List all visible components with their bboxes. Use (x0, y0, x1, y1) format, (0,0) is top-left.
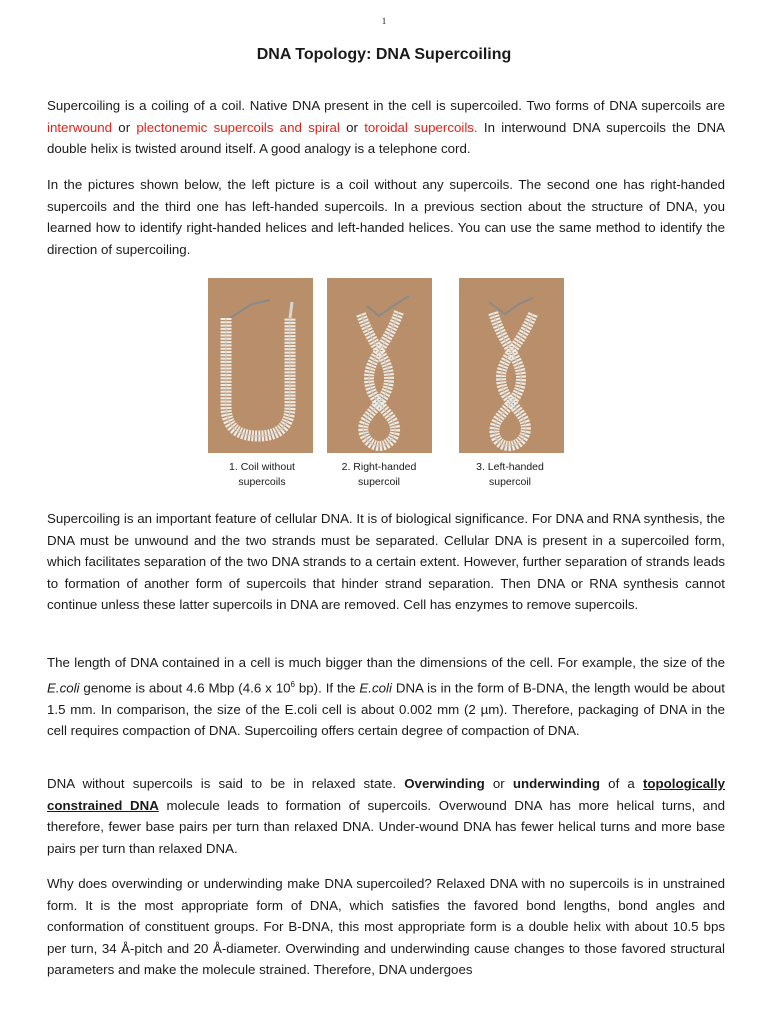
caption-1-line-2: supercoils (238, 476, 286, 488)
photo-coil-without-supercoils (208, 278, 313, 453)
p4-ecoli-2: E.coli (359, 680, 392, 696)
paragraph-relaxed-state (47, 773, 725, 859)
p4-text-4: DNA is in the form of B-DNA, the length would be about 1.5 mm. In comparison, the size of the E.coli cell is about 0.002 mm (2 µm). Therefore, packaging of DNA in the cell requires compaction of DNA. Supercoiling offers certain degree of compaction of DNA. (47, 680, 725, 739)
term-topologically-constrained: topologically constrained DNA (47, 776, 725, 813)
page-number: 1 (381, 16, 387, 26)
caption-2-line-1: 2. Right-handed (341, 461, 417, 473)
caption-figure-3 (448, 460, 572, 490)
paragraph-dna-length (47, 652, 725, 742)
p1-text-1: Supercoiling is a coiling of a coil. Native DNA present in the cell is supercoiled. Two forms of DNA supercoils are (47, 98, 725, 113)
p4-text-2: genome is about 4.6 Mbp (4.6 x 10 (79, 680, 291, 696)
p1-text-3: or (339, 119, 365, 135)
p5-text-3: of a (600, 776, 643, 791)
term-plectonemic: plectonemic supercoils and spiral (136, 119, 340, 135)
p5-text-2: or (484, 776, 513, 791)
p4-superscript: 6 (290, 679, 295, 689)
p1-text-4: In interwound DNA supercoils the DNA double helix is twisted around itself. A good analogy is a telephone cord. (47, 119, 725, 157)
term-overwinding: Overwinding (404, 776, 485, 791)
p5-text-4: molecule leads to formation of supercoils. Overwound DNA has more helical turns, and therefore, fewer base pairs per turn than relaxed DNA. Under-wound DNA has fewer helical turns and more base pairs per turn than relaxed DNA. (47, 797, 725, 856)
paragraph-intro (47, 95, 725, 160)
term-underwinding: underwinding (512, 776, 601, 791)
caption-3-line-1: 3. Left-handed (476, 461, 544, 473)
p5-text-1: DNA without supercoils is said to be in relaxed state. (47, 776, 405, 791)
photo-left-handed-supercoil (459, 278, 564, 453)
paragraph-why-supercoiled: Why does overwinding or underwinding make DNA supercoiled? Relaxed DNA with no supercoils is in unstrained form. It is the most appropriate form of DNA, which satisfies the favored bond lengths, bond angles and conformation of constituent groups. For B-DNA, this most appropriate form is a double helix with about 10.5 bps per turn, 34 Å-pitch and 20 Å-diameter. Overwinding and underwinding cause changes to those favored structural parameters and make the molecule strained. Therefore, DNA undergoes (47, 876, 725, 978)
term-interwound: interwound (47, 119, 113, 135)
p1-text-2: or (112, 119, 137, 135)
p4-ecoli-1: E.coli (47, 680, 80, 696)
page-title: DNA Topology: DNA Supercoiling (256, 46, 512, 63)
term-toroidal: toroidal supercoils. (364, 119, 478, 135)
caption-1-line-1: 1. Coil without (229, 461, 295, 473)
caption-3-line-2: supercoil (488, 476, 532, 488)
figure-telephone-cords (200, 278, 570, 492)
paragraph-pictures: In the pictures shown below, the left picture is a coil without any supercoils. The second one has right-handed supercoils and the third one has left-handed supercoils. In a previous section about the structure of DNA, you learned how to identify right-handed helices and left-handed helices. You can use the same method to identify the direction of supercoiling. (47, 177, 725, 257)
caption-figure-2 (317, 460, 441, 490)
caption-figure-1 (200, 460, 324, 490)
caption-2-line-2: supercoil (357, 476, 401, 488)
p4-text-1: The length of DNA contained in a cell is much bigger than the dimensions of the cell. For example, the size of the (47, 655, 725, 670)
photo-right-handed-supercoil (327, 278, 432, 453)
paragraph-significance: Supercoiling is an important feature of cellular DNA. It is of biological significance. For DNA and RNA synthesis, the DNA must be unwound and the two strands must be separated. Cellular DNA is present in a supercoiled form, which facilitates separation of the two DNA strands to a certain extent. However, further separation of strands leads to formation of another form of supercoils that hinder strand separation. Then DNA or RNA synthesis cannot continue unless these latter supercoils in DNA are removed. Cell has enzymes to remove supercoils. (47, 511, 725, 613)
p4-text-3: bp). If the (294, 680, 360, 696)
